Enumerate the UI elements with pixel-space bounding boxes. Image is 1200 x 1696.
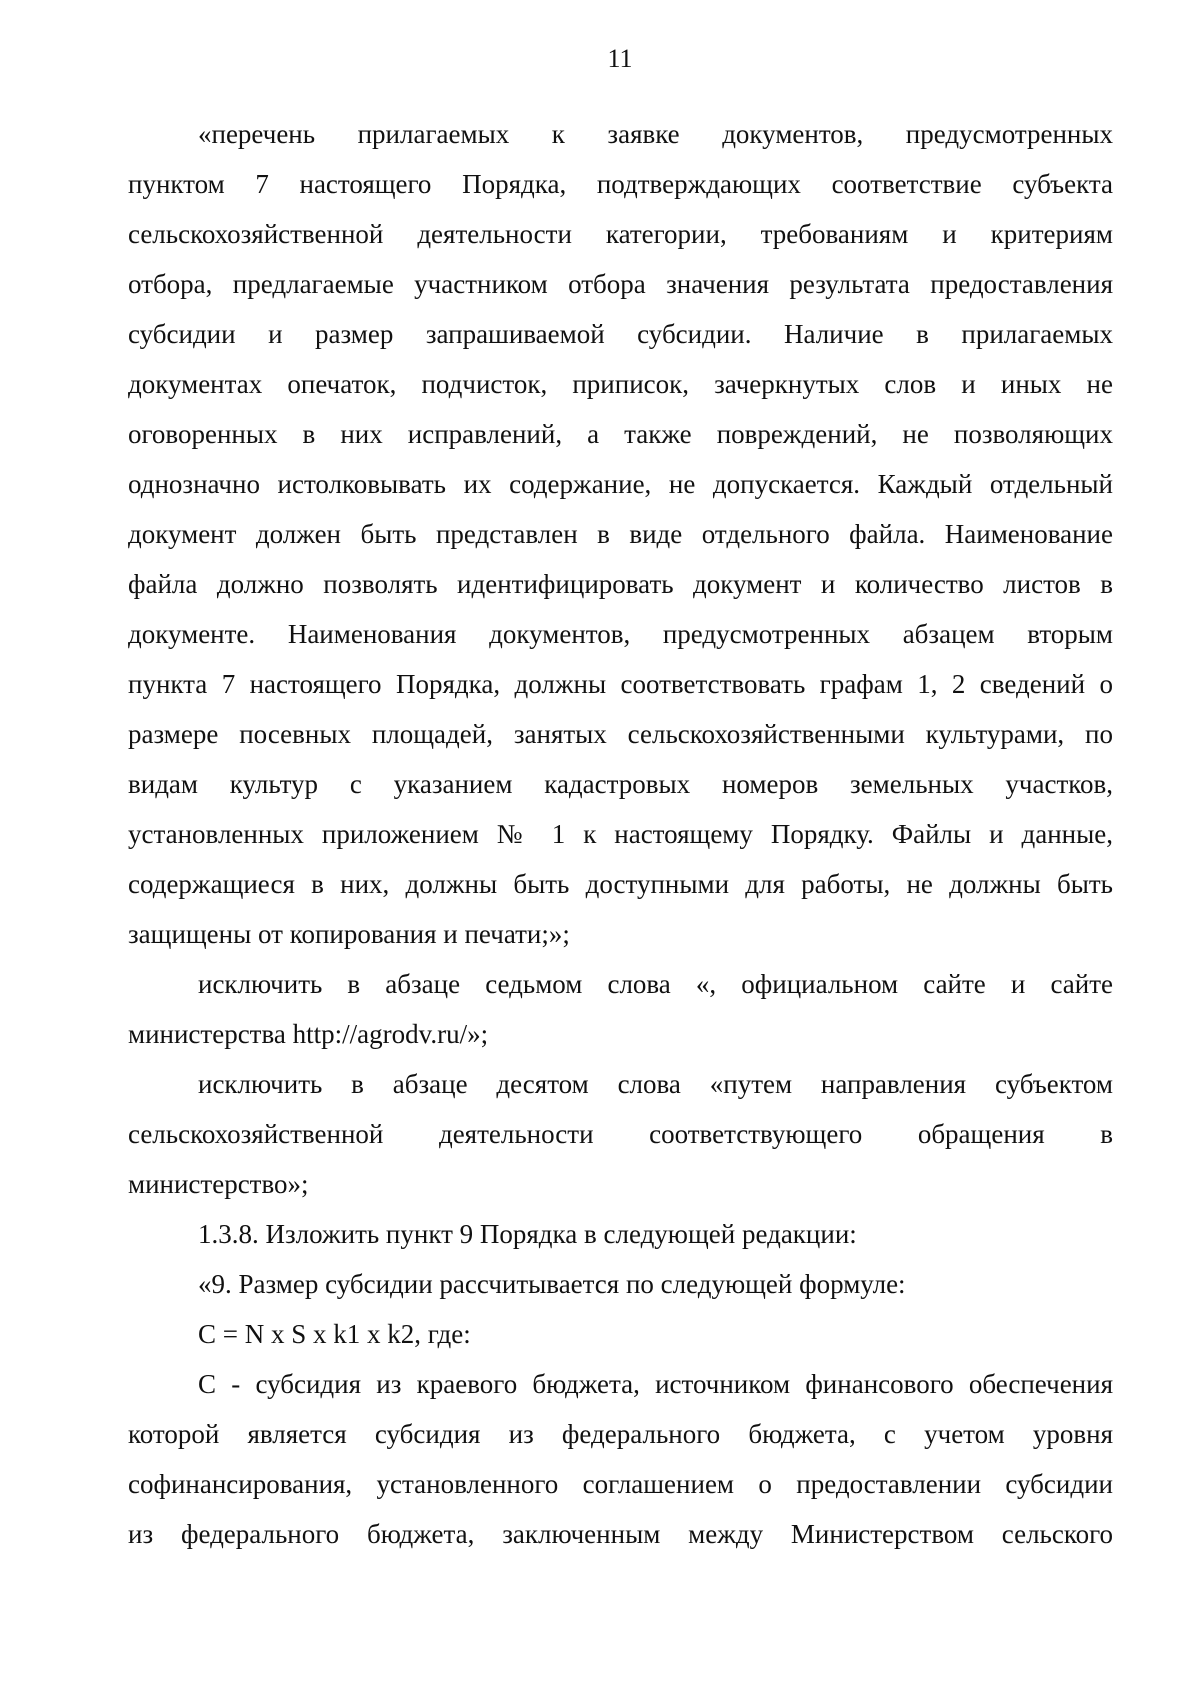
text-line: пунктом 7 настоящего Порядка, подтверждающих соответствие субъекта (128, 169, 1113, 199)
text-line: «перечень прилагаемых к заявке документов, предусмотренных (198, 119, 1113, 149)
formula-line: C = N x S x k1 x k2, где: (198, 1319, 471, 1349)
text-line: размере посевных площадей, занятых сельскохозяйственными культурами, по (128, 719, 1113, 749)
text-line: оговоренных в них исправлений, а также повреждений, не позволяющих (128, 419, 1113, 449)
text-line: содержащиеся в них, должны быть доступными для работы, не должны быть (128, 869, 1113, 899)
text-line: установленных приложением № 1 к настоящему Порядку. Файлы и данные, (128, 819, 1113, 849)
paragraph-item-1-3-8 (128, 1209, 1113, 1259)
text-line: защищены от копирования и печати;»; (128, 919, 570, 949)
text-line: файла должно позволять идентифицировать документ и количество листов в (128, 569, 1113, 599)
document-body (128, 109, 1113, 1559)
paragraph-definition-c (128, 1359, 1113, 1559)
paragraph-formula (128, 1309, 1113, 1359)
text-line: отбора, предлагаемые участником отбора значения результата предоставления (128, 269, 1113, 299)
text-line: исключить в абзаце десятом слова «путем направления субъектом (198, 1069, 1113, 1099)
text-line: документах опечаток, подчисток, приписок, зачеркнутых слов и иных не (128, 369, 1113, 399)
text-line: 1.3.8. Изложить пункт 9 Порядка в следующей редакции: (198, 1219, 857, 1249)
text-line: видам культур с указанием кадастровых номеров земельных участков, (128, 769, 1113, 799)
text-line: документе. Наименования документов, предусмотренных абзацем вторым (128, 619, 1113, 649)
page-number: 11 (607, 44, 633, 73)
text-line: сельскохозяйственной деятельности категории, требованиям и критериям (128, 219, 1113, 249)
paragraph-list-of-documents (128, 109, 1113, 959)
text-line: сельскохозяйственной деятельности соответствующего обращения в (128, 1119, 1113, 1149)
paragraph-exclude-tenth (128, 1059, 1113, 1209)
paragraph-item-9 (128, 1259, 1113, 1309)
text-line: С - субсидия из краевого бюджета, источником финансового обеспечения (198, 1369, 1113, 1399)
text-line: из федерального бюджета, заключенным между Министерством сельского (128, 1519, 1113, 1549)
text-line: софинансирования, установленного соглашением о предоставлении субсидии (128, 1469, 1113, 1499)
text-line: которой является субсидия из федерального бюджета, с учетом уровня (128, 1419, 1113, 1449)
paragraph-exclude-seventh (128, 959, 1113, 1059)
text-line: «9. Размер субсидии рассчитывается по следующей формуле: (198, 1269, 906, 1299)
text-line: пункта 7 настоящего Порядка, должны соответствовать графам 1, 2 сведений о (128, 669, 1113, 699)
text-line: министерства http://agrodv.ru/»; (128, 1019, 489, 1049)
text-line: субсидии и размер запрашиваемой субсидии. Наличие в прилагаемых (128, 319, 1113, 349)
text-line: министерство»; (128, 1169, 309, 1199)
text-line: документ должен быть представлен в виде отдельного файла. Наименование (128, 519, 1113, 549)
text-line: однозначно истолковывать их содержание, не допускается. Каждый отдельный (128, 469, 1113, 499)
text-line: исключить в абзаце седьмом слова «, официальном сайте и сайте (198, 969, 1113, 999)
